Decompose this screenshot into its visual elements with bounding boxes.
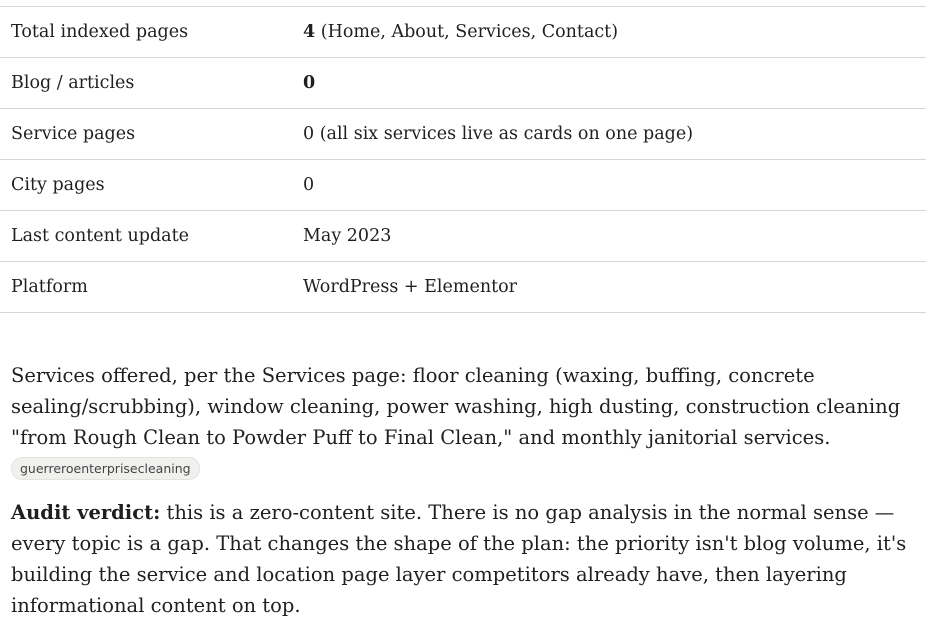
table-row bbox=[0, 58, 926, 109]
table-row bbox=[0, 262, 926, 313]
row-label: Platform bbox=[11, 277, 88, 297]
row-label: Blog / articles bbox=[11, 73, 135, 93]
row-value bbox=[303, 277, 926, 297]
row-value bbox=[303, 73, 926, 93]
source-chip[interactable]: guerreroenterprisecleaning bbox=[11, 457, 200, 480]
row-value-text: May 2023 bbox=[303, 226, 392, 246]
audit-verdict-paragraph bbox=[11, 497, 911, 620]
row-value-text: 0 bbox=[303, 175, 315, 195]
row-value-text: (Home, About, Services, Contact) bbox=[315, 22, 619, 42]
row-value-text: 0 (all six services live as cards on one page) bbox=[303, 124, 694, 144]
row-value bbox=[303, 22, 926, 42]
site-inventory-table bbox=[0, 6, 926, 313]
row-value bbox=[303, 175, 926, 195]
row-value-text: WordPress + Elementor bbox=[303, 277, 518, 297]
services-paragraph: Services offered, per the Services page: floor cleaning (waxing, buffing, concrete sealing/scrubbing), window cleaning, power washing, high dusting, construction cleaning "from Rough Clean to Powder Puff to Final Clean," and monthly janitorial services. bbox=[11, 364, 901, 449]
verdict-text: this is a zero-content site. There is no gap analysis in the normal sense — every topic is a gap. That changes the shape of the plan: the priority isn't blog volume, it's building the service and location page layer competitors already have, then layering informational content on top. bbox=[11, 501, 907, 617]
table-row bbox=[0, 211, 926, 262]
table-row bbox=[0, 109, 926, 160]
row-value bbox=[303, 124, 926, 144]
row-value bbox=[303, 226, 926, 246]
row-label: Service pages bbox=[11, 124, 136, 144]
row-label: City pages bbox=[11, 175, 105, 195]
verdict-label: Audit verdict: bbox=[11, 501, 161, 524]
row-label: Total indexed pages bbox=[11, 22, 189, 42]
table-row bbox=[0, 160, 926, 211]
row-value-bold: 4 bbox=[303, 22, 316, 42]
row-label: Last content update bbox=[11, 226, 189, 246]
row-value-bold: 0 bbox=[303, 73, 316, 93]
table-row bbox=[0, 7, 926, 58]
